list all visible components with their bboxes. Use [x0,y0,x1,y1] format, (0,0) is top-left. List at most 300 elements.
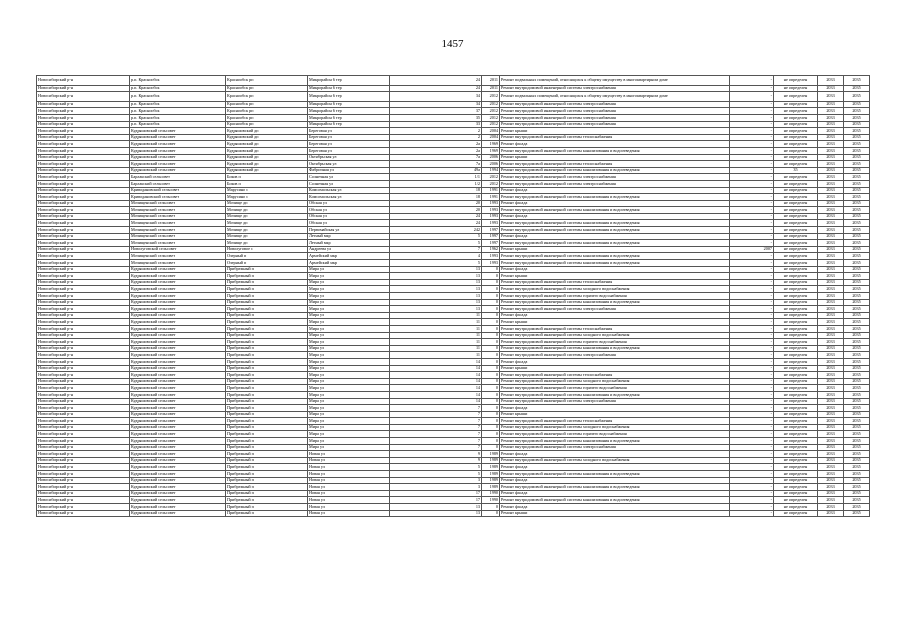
locality-cell: Прибрежный п [226,358,308,365]
period-start-cell: 2033 [818,431,844,438]
finance-source-cell: не определен [774,194,818,201]
street-cell: Новая ул [308,490,390,497]
house-number-cell: 13 [390,504,482,511]
period-end-cell: 2035 [844,358,870,365]
finance-source-cell: не определен [774,92,818,102]
finance-source-cell: не определен [774,391,818,398]
municipality-cell: Кудряшовский сельсовет [130,161,226,168]
street-cell: Мира ул [308,438,390,445]
municipality-cell: Кудряшовский сельсовет [130,424,226,431]
table-row [37,398,870,405]
period-end-cell: 2035 [844,451,870,458]
table-row [37,319,870,326]
period-start-cell: 2033 [818,299,844,306]
house-number-cell: 7 [390,444,482,451]
period-end-cell: 2035 [844,240,870,247]
finance-source-cell: не определен [774,76,818,86]
locality-cell: Прибрежный п [226,372,308,379]
build-year-cell: 0 [482,312,500,319]
period-end-cell: 2035 [844,411,870,418]
table-row [37,504,870,511]
period-end-cell: 2035 [844,325,870,332]
work-type-cell: Ремонт крыши [500,365,730,372]
locality-cell: Кудряшовский дп [226,154,308,161]
street-cell: Летный мкр [308,240,390,247]
district-cell: Новосибирский р-н [37,154,130,161]
work-type-cell: Ремонт крыши [500,510,730,517]
district-cell: Новосибирский р-н [37,147,130,154]
period-start-cell: 2033 [818,279,844,286]
municipality-cell: Кудряшовский сельсовет [130,365,226,372]
house-number-cell: 2 [390,128,482,135]
build-year-cell: 2011 [482,85,500,92]
table-row [37,213,870,220]
period-start-cell: 2033 [818,332,844,339]
work-type-cell: Ремонт внутридомовой инженерной системы канализования и водоотведения [500,253,730,260]
house-number-cell: 13 [390,266,482,273]
municipality-cell: Мочищенский сельсовет [130,220,226,227]
period-start-cell: 2033 [818,233,844,240]
street-cell: Микрорайон 6 тер [308,76,390,86]
district-cell: Новосибирский р-н [37,207,130,214]
period-end-cell: 2035 [844,490,870,497]
finance-source-cell: не определен [774,240,818,247]
work-type-cell: Ремонт внутридомовой инженерной системы канализования и водоотведения [500,220,730,227]
locality-cell: Краснообск рп [226,76,308,86]
period-start-cell: 2033 [818,227,844,234]
cost-cell: 2007 [730,246,774,253]
table-row [37,424,870,431]
period-end-cell: 2035 [844,504,870,511]
work-type-cell: Ремонт внутридомовой инженерной системы электроснабжения [500,85,730,92]
finance-source-cell: не определен [774,213,818,220]
district-cell: Новосибирский р-н [37,477,130,484]
finance-source-cell: не определен [774,510,818,517]
period-end-cell: 2035 [844,141,870,148]
build-year-cell: 0 [482,385,500,392]
period-start-cell: 2033 [818,213,844,220]
build-year-cell: 1997 [482,227,500,234]
finance-source-cell: не определен [774,101,818,108]
period-end-cell: 2035 [844,444,870,451]
house-number-cell: 24 [390,85,482,92]
municipality-cell: Кудряшовский сельсовет [130,438,226,445]
build-year-cell: 2012 [482,121,500,128]
cost-cell: - [730,444,774,451]
municipality-cell: Кудряшовский сельсовет [130,319,226,326]
period-start-cell: 2033 [818,398,844,405]
build-year-cell: 0 [482,339,500,346]
street-cell: Береговая ул [308,134,390,141]
table-row [37,101,870,108]
table-row [37,299,870,306]
district-cell: Новосибирский р-н [37,286,130,293]
work-type-cell: Ремонт внутридомовой инженерной системы холодного водоснабжения [500,457,730,464]
district-cell: Новосибирский р-н [37,424,130,431]
municipality-cell: Кудряшовский сельсовет [130,451,226,458]
work-type-cell: Ремонт фасада [500,490,730,497]
finance-source-cell: не определен [774,220,818,227]
district-cell: Новосибирский р-н [37,451,130,458]
period-start-cell: 2033 [818,358,844,365]
cost-cell: - [730,332,774,339]
period-end-cell: 2035 [844,161,870,168]
house-number-cell: 7 [390,431,482,438]
period-end-cell: 2035 [844,154,870,161]
district-cell: Новосибирский р-н [37,279,130,286]
house-number-cell: 14 [390,372,482,379]
street-cell: Солнечная ул [308,180,390,187]
street-cell: Мира ул [308,306,390,313]
table-row [37,200,870,207]
period-end-cell: 2035 [844,187,870,194]
cost-cell: - [730,451,774,458]
period-end-cell: 2035 [844,497,870,504]
table-row [37,266,870,273]
locality-cell: Мочище дп [226,200,308,207]
municipality-cell: Кудряшовский сельсовет [130,444,226,451]
cost-cell: - [730,194,774,201]
period-start-cell: 2033 [818,391,844,398]
period-start-cell: 2033 [818,167,844,174]
period-end-cell: 2035 [844,167,870,174]
build-year-cell: 0 [482,293,500,300]
work-type-cell: Ремонт фасада [500,358,730,365]
table-row [37,174,870,181]
finance-source-cell: не определен [774,147,818,154]
house-number-cell: 1/1 [390,174,482,181]
house-number-cell: 7 [390,418,482,425]
district-cell: Новосибирский р-н [37,464,130,471]
work-type-cell: Ремонт внутридомовой инженерной системы холодного водоснабжения [500,286,730,293]
locality-cell: Мочище дп [226,207,308,214]
municipality-cell: р.п. Краснообск [130,76,226,86]
house-number-cell: 14 [390,391,482,398]
period-end-cell: 2035 [844,266,870,273]
municipality-cell: Кудряшовский сельсовет [130,352,226,359]
district-cell: Новосибирский р-н [37,92,130,102]
municipality-cell: Кудряшовский сельсовет [130,325,226,332]
house-number-cell: 24 [390,220,482,227]
work-type-cell: Ремонт внутридомовой инженерной системы теплоснабжения [500,418,730,425]
street-cell: Мира ул [308,299,390,306]
finance-source-cell: не определен [774,418,818,425]
house-number-cell: 3 [390,477,482,484]
period-start-cell: 2033 [818,510,844,517]
build-year-cell: 0 [482,266,500,273]
period-end-cell: 2035 [844,121,870,128]
cost-cell: - [730,391,774,398]
house-number-cell: 5 [390,233,482,240]
cost-cell: - [730,365,774,372]
locality-cell: Прибрежный п [226,438,308,445]
house-number-cell: 13 [390,510,482,517]
cost-cell: - [730,398,774,405]
finance-source-cell: не определен [774,187,818,194]
work-type-cell: Ремонт внутридомовой инженерной системы горячего водоснабжения [500,385,730,392]
period-end-cell: 2035 [844,339,870,346]
work-type-cell: Ремонт фасада [500,200,730,207]
street-cell: Мира ул [308,398,390,405]
table-row [37,194,870,201]
cost-cell: - [730,213,774,220]
district-cell: Новосибирский р-н [37,233,130,240]
work-type-cell: Ремонт крыши [500,246,730,253]
period-end-cell: 2035 [844,227,870,234]
district-cell: Новосибирский р-н [37,365,130,372]
table-row [37,312,870,319]
municipality-cell: р.п. Краснообск [130,101,226,108]
cost-cell: - [730,154,774,161]
work-type-cell: Ремонт внутридомовой инженерной системы холодного водоснабжения [500,424,730,431]
municipality-cell: Мочищенский сельсовет [130,207,226,214]
finance-source-cell: не определен [774,490,818,497]
period-start-cell: 2033 [818,220,844,227]
locality-cell: Прибрежный п [226,457,308,464]
finance-source-cell: не определен [774,293,818,300]
locality-cell: Прибрежный п [226,398,308,405]
period-end-cell: 2035 [844,213,870,220]
table-row [37,418,870,425]
build-year-cell: 1989 [482,451,500,458]
build-year-cell: 0 [482,319,500,326]
street-cell: Мира ул [308,279,390,286]
finance-source-cell: не определен [774,279,818,286]
period-start-cell: 2033 [818,108,844,115]
district-cell: Новосибирский р-н [37,504,130,511]
build-year-cell: 1997 [482,233,500,240]
build-year-cell: 1993 [482,200,500,207]
build-year-cell: 2011 [482,76,500,86]
locality-cell: Мочище дп [226,220,308,227]
period-end-cell: 2035 [844,220,870,227]
municipality-cell: Кудряшовский сельсовет [130,504,226,511]
district-cell: Новосибирский р-н [37,299,130,306]
street-cell: Микрорайон 6 тер [308,101,390,108]
work-type-cell: Ремонт внутридомовой инженерной системы электроснабжения [500,174,730,181]
municipality-cell: Мочищенский сельсовет [130,200,226,207]
locality-cell: Краснообск рп [226,92,308,102]
period-start-cell: 2033 [818,319,844,326]
municipality-cell: Кудряшовский сельсовет [130,167,226,174]
table-row [37,180,870,187]
build-year-cell: 0 [482,444,500,451]
table-row [37,121,870,128]
municipality-cell: Кудряшовский сельсовет [130,147,226,154]
street-cell: Микрорайон 6 тер [308,108,390,115]
district-cell: Новосибирский р-н [37,134,130,141]
house-number-cell: 33 [390,121,482,128]
street-cell: Октябрьская ул [308,161,390,168]
municipality-cell: Кудряшовский сельсовет [130,398,226,405]
house-number-cell: 2а [390,147,482,154]
locality-cell: Прибрежный п [226,312,308,319]
table-row [37,352,870,359]
municipality-cell: Кудряшовский сельсовет [130,358,226,365]
build-year-cell: 1991 [482,187,500,194]
municipality-cell: Мочищенский сельсовет [130,227,226,234]
locality-cell: Озерный п [226,260,308,267]
build-year-cell: 0 [482,352,500,359]
municipality-cell: Кудряшовский сельсовет [130,411,226,418]
district-cell: Новосибирский р-н [37,194,130,201]
street-cell: Мира ул [308,266,390,273]
period-start-cell: 2033 [818,345,844,352]
finance-source-cell: не определен [774,451,818,458]
period-start-cell: 2033 [818,253,844,260]
cost-cell: - [730,121,774,128]
work-type-cell: Ремонт фасада [500,187,730,194]
period-end-cell: 2035 [844,398,870,405]
locality-cell: Прибрежный п [226,306,308,313]
period-end-cell: 2035 [844,114,870,121]
house-number-cell: 13 [390,279,482,286]
cost-cell: - [730,167,774,174]
finance-source-cell: не определен [774,200,818,207]
house-number-cell: 18 [390,187,482,194]
finance-source-cell: не определен [774,134,818,141]
period-end-cell: 2035 [844,438,870,445]
municipality-cell: Кудряшовский сельсовет [130,405,226,412]
street-cell: Новая ул [308,457,390,464]
build-year-cell: 0 [482,332,500,339]
work-type-cell: Ремонт внутридомовой инженерной системы электроснабжения [500,101,730,108]
finance-source-cell: не определен [774,431,818,438]
table-row [37,76,870,86]
house-number-cell: 7 [390,405,482,412]
cost-cell: - [730,134,774,141]
build-year-cell: 0 [482,510,500,517]
house-number-cell: 7 [390,411,482,418]
municipality-cell: Мочищенский сельсовет [130,240,226,247]
district-cell: Новосибирский р-н [37,187,130,194]
build-year-cell: 2012 [482,92,500,102]
district-cell: Новосибирский р-н [37,213,130,220]
period-start-cell: 2033 [818,405,844,412]
work-type-cell: Ремонт фасада [500,312,730,319]
build-year-cell: 0 [482,299,500,306]
period-start-cell: 2033 [818,385,844,392]
work-type-cell: Ремонт внутридомовой инженерной системы канализования и водоотведения [500,260,730,267]
finance-source-cell: не определен [774,108,818,115]
period-end-cell: 2035 [844,431,870,438]
municipality-cell: Кудряшовский сельсовет [130,431,226,438]
municipality-cell: Кудряшовский сельсовет [130,293,226,300]
period-end-cell: 2035 [844,279,870,286]
work-type-cell: Ремонт внутридомовой инженерной системы горячего водоснабжения [500,293,730,300]
municipality-cell: р.п. Краснообск [130,114,226,121]
cost-cell: - [730,180,774,187]
build-year-cell: 2012 [482,114,500,121]
municipality-cell: Мочищенский сельсовет [130,213,226,220]
period-start-cell: 2033 [818,76,844,86]
locality-cell: Кудряшовский дп [226,147,308,154]
period-start-cell: 2033 [818,497,844,504]
finance-source-cell: не определен [774,174,818,181]
locality-cell: Прибрежный п [226,418,308,425]
period-start-cell: 2033 [818,286,844,293]
municipality-cell: Мочищенский сельсовет [130,253,226,260]
municipality-cell: Кудряшовский сельсовет [130,510,226,517]
finance-source-cell: не определен [774,260,818,267]
cost-cell: - [730,418,774,425]
period-start-cell: 2033 [818,312,844,319]
locality-cell: Прибрежный п [226,385,308,392]
district-cell: Новосибирский р-н [37,345,130,352]
locality-cell: Прибрежный п [226,273,308,280]
build-year-cell: 0 [482,405,500,412]
street-cell: Обская ул [308,200,390,207]
work-type-cell: Ремонт внутридомовой инженерной системы электроснабжения [500,114,730,121]
municipality-cell: Новолуговской сельсовет [130,246,226,253]
locality-cell: Прибрежный п [226,378,308,385]
table-row [37,233,870,240]
table-row [37,345,870,352]
period-end-cell: 2035 [844,477,870,484]
finance-source-cell: не определен [774,405,818,412]
finance-source-cell: не определен [774,457,818,464]
build-year-cell: 2004 [482,134,500,141]
cost-cell: - [730,233,774,240]
district-cell: Новосибирский р-н [37,378,130,385]
table-row [37,457,870,464]
build-year-cell: 2012 [482,108,500,115]
house-number-cell: 14 [390,398,482,405]
period-end-cell: 2035 [844,418,870,425]
district-cell: Новосибирский р-н [37,418,130,425]
cost-cell: - [730,207,774,214]
municipality-cell: р.п. Краснообск [130,108,226,115]
period-end-cell: 2035 [844,471,870,478]
period-start-cell: 2033 [818,147,844,154]
build-year-cell: 2012 [482,180,500,187]
period-end-cell: 2035 [844,385,870,392]
finance-source-cell: не определен [774,273,818,280]
cost-cell: - [730,464,774,471]
period-start-cell: 2033 [818,200,844,207]
build-year-cell: 1990 [482,497,500,504]
work-type-cell: Ремонт крыши [500,319,730,326]
work-type-cell: Ремонт фасада [500,213,730,220]
locality-cell: Прибрежный п [226,339,308,346]
table-row [37,167,870,174]
locality-cell: Мочище дп [226,240,308,247]
district-cell: Новосибирский р-н [37,358,130,365]
period-end-cell: 2035 [844,457,870,464]
table-row [37,279,870,286]
period-start-cell: 2033 [818,134,844,141]
district-cell: Новосибирский р-н [37,85,130,92]
street-cell: Мира ул [308,431,390,438]
period-start-cell: 2033 [818,471,844,478]
district-cell: Новосибирский р-н [37,339,130,346]
period-end-cell: 2035 [844,253,870,260]
cost-cell: - [730,187,774,194]
period-start-cell: 2033 [818,154,844,161]
period-end-cell: 2035 [844,424,870,431]
period-start-cell: 2033 [818,161,844,168]
build-year-cell: 1993 [482,253,500,260]
work-type-cell: Ремонт фасада [500,233,730,240]
municipality-cell: Кудряшовский сельсовет [130,134,226,141]
period-start-cell: 2033 [818,240,844,247]
table-row [37,325,870,332]
build-year-cell: 0 [482,273,500,280]
locality-cell: Прибрежный п [226,411,308,418]
build-year-cell: 0 [482,365,500,372]
street-cell: Октябрьская ул [308,154,390,161]
district-cell: Новосибирский р-н [37,167,130,174]
